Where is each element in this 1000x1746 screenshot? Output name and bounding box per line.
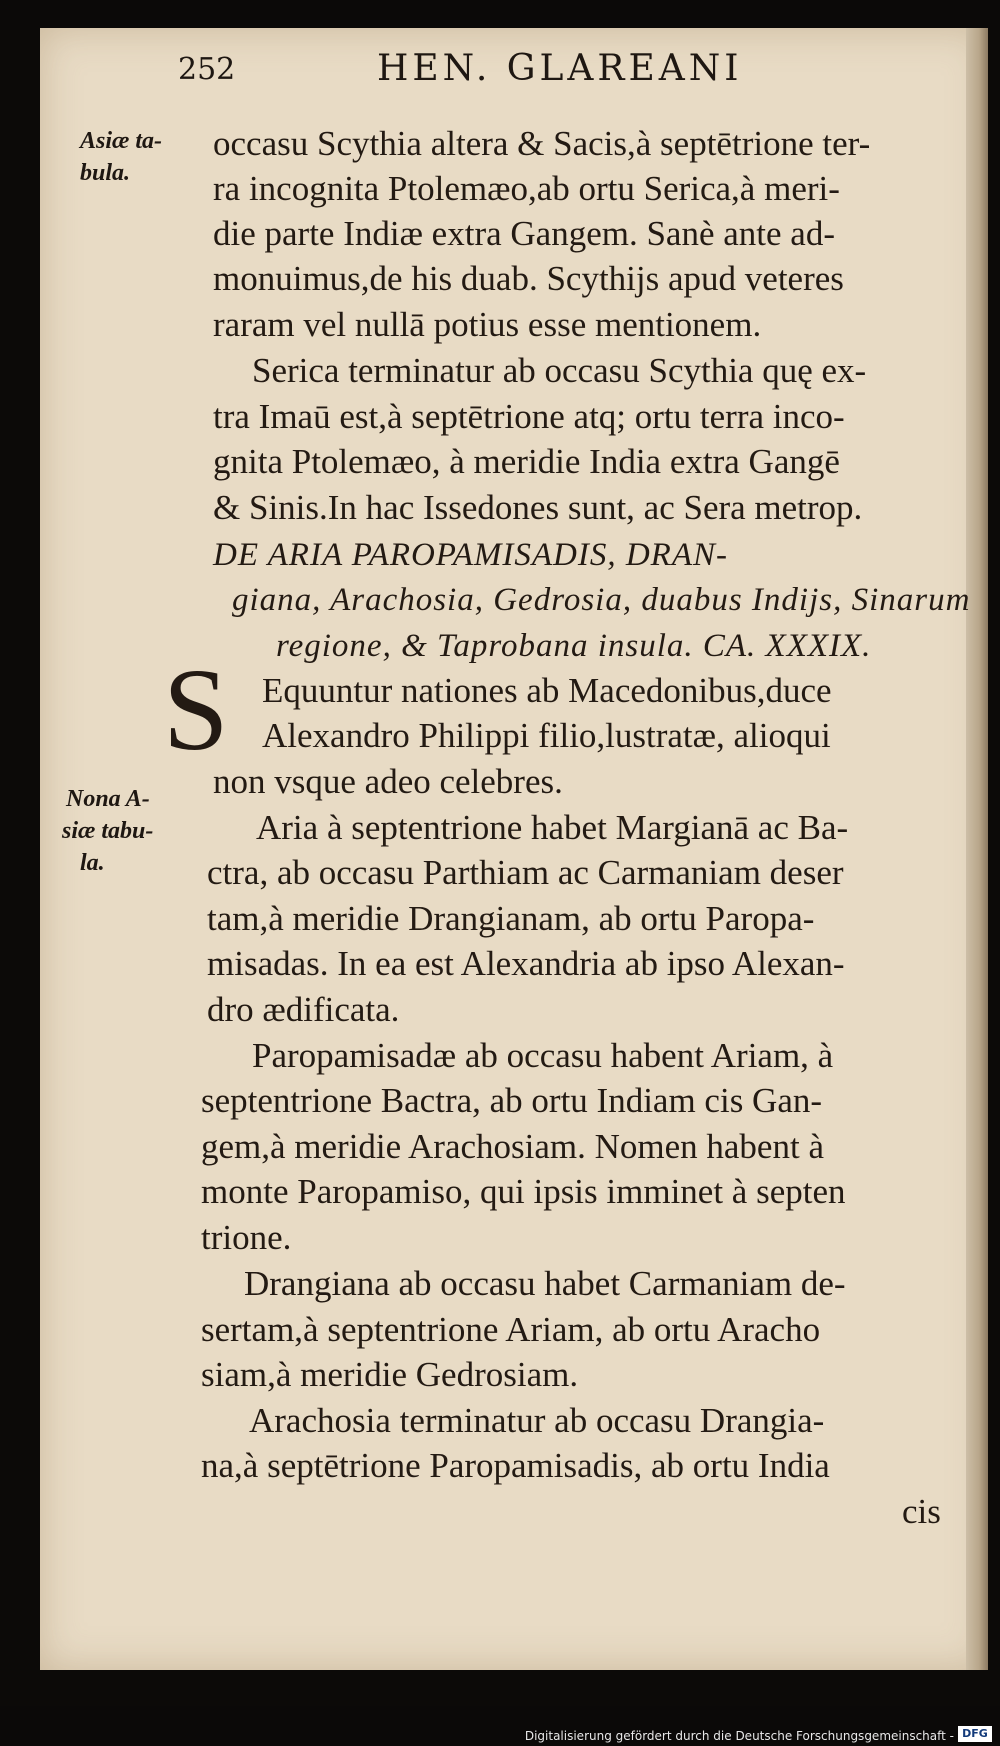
- catchword: cis: [902, 1492, 941, 1531]
- text-line: Equuntur nationes ab Macedonibus,duce: [262, 671, 832, 710]
- dfg-logo: DFG: [958, 1726, 992, 1742]
- text-line: ra incognita Ptolemæo,ab ortu Serica,à meri-: [213, 169, 840, 208]
- text-line: misadas. In ea est Alexandria ab ipso Alexan-: [207, 944, 845, 983]
- text-line: & Sinis.In hac Issedones sunt, ac Sera metrop.: [213, 488, 863, 527]
- text-line: Drangiana ab occasu habet Carmaniam de-: [244, 1264, 846, 1303]
- text-line: tam,à meridie Drangianam, ab ortu Paropa-: [207, 899, 815, 938]
- margin-note-2-line-1: Nona A-: [66, 786, 150, 812]
- drop-cap: S: [163, 644, 229, 775]
- text-line: trione.: [201, 1218, 292, 1257]
- text-line: ctra, ab occasu Parthiam ac Carmaniam deser: [207, 853, 844, 892]
- margin-note-1-line-2: bula.: [80, 160, 131, 186]
- running-head: [0, 48, 1000, 96]
- text-line: monte Paropamiso, qui ipsis imminet à septen: [201, 1172, 846, 1211]
- text-line: tra Imaū est,à septētrione atq; ortu terra inco-: [213, 397, 845, 436]
- digitization-credit: Digitalisierung gefördert durch die Deutsche Forschungsgemeinschaft -: [524, 1729, 954, 1743]
- text-line: na,à septētrione Paropamisadis, ab ortu India: [201, 1446, 830, 1485]
- text-line: raram vel nullā potius esse mentionem.: [213, 305, 762, 344]
- running-title: HEN. GLAREANI: [377, 48, 743, 89]
- text-line: Aria à septentrione habet Margianā ac Ba-: [256, 808, 849, 847]
- margin-note-2-line-2: siæ tabu-: [62, 818, 154, 844]
- text-line: Serica terminatur ab occasu Scythia quę ex-: [252, 351, 867, 390]
- text-line: gem,à meridie Arachosiam. Nomen habent à: [201, 1127, 824, 1166]
- text-line: sertam,à septentrione Ariam, ab ortu Aracho: [201, 1310, 821, 1349]
- chapter-heading-line-3: regione, & Taprobana insula. CA. XXXIX.: [276, 628, 872, 664]
- text-line: gnita Ptolemæo, à meridie India extra Gangē: [213, 442, 840, 481]
- chapter-heading-line-2: giana, Arachosia, Gedrosia, duabus Indijs, Sinarum: [232, 582, 971, 618]
- text-line: die parte Indiæ extra Gangem. Sanè ante ad-: [213, 214, 835, 253]
- text-line: Paropamisadæ ab occasu habent Ariam, à: [252, 1036, 834, 1075]
- page-number: 252: [178, 52, 236, 87]
- chapter-heading-line-1: DE ARIA PAROPAMISADIS, DRAN-: [213, 537, 728, 573]
- text-line: occasu Scythia altera & Sacis,à septētrione ter-: [213, 124, 871, 163]
- text-line: monuimus,de his duab. Scythijs apud veteres: [213, 259, 844, 298]
- text-line: Alexandro Philippi filio,lustratæ, alioqui: [262, 716, 831, 755]
- text-line: non vsque adeo celebres.: [213, 762, 563, 801]
- text-line: Arachosia terminatur ab occasu Drangia-: [249, 1401, 825, 1440]
- margin-note-2-line-3: la.: [80, 850, 105, 876]
- text-line: siam,à meridie Gedrosiam.: [201, 1355, 579, 1394]
- text-line: dro ædificata.: [207, 990, 400, 1029]
- text-line: septentrione Bactra, ab ortu Indiam cis Gan-: [201, 1081, 823, 1120]
- margin-note-1-line-1: Asiæ ta-: [80, 128, 163, 154]
- scan-top-border: [0, 0, 1000, 30]
- page-edge: [966, 28, 988, 1670]
